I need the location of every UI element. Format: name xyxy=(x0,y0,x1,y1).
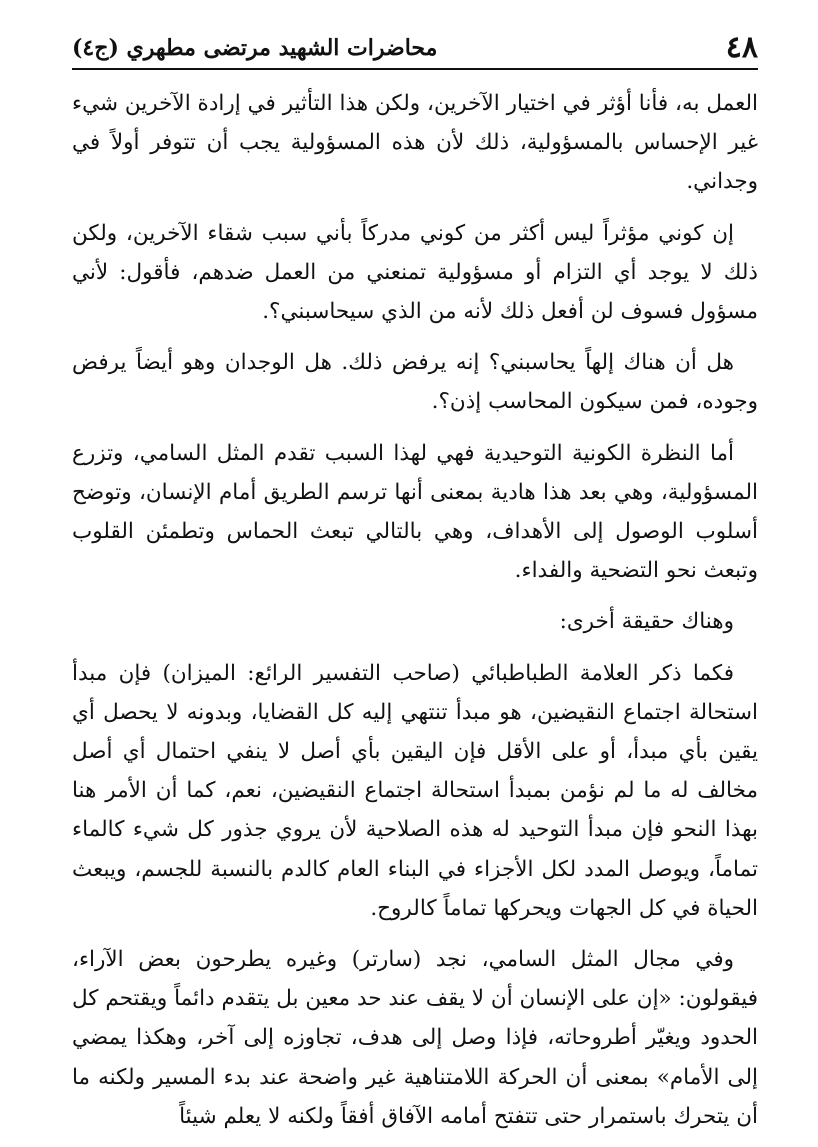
page-number: ٤٨ xyxy=(725,30,758,65)
paragraph: هل أن هناك إلهاً يحاسبني؟ إنه يرفض ذلك. هل الوجدان وهو أيضاً يرفض وجوده، فمن سيكون المحاسب إذن؟. xyxy=(72,350,758,415)
paragraph: إن كوني مؤثراً ليس أكثر من كوني مدركاً بأني سبب شقاء الآخرين، ولكن ذلك لا يوجد أي التزام أو مسؤولية تمنعني من العمل ضدهم، فأقول: لأني مسؤول فسوف لن أفعل ذلك لأنه من الذي سيحاسبني؟. xyxy=(72,220,758,325)
paragraph: فكما ذكر العلامة الطباطبائي (صاحب التفسير الرائع: الميزان) فإن مبدأ استحالة اجتماع النقيضين، هو مبدأ تنتهي إليه كل القضايا، وبدونه لا يحصل أي يقين بأي مبدأ، أو على الأقل فإن اليقين بأي أصل لا ينفي احتمال أي أصل مخالف له ما لم نؤمن بمبدأ استحالة اجتماع النقيضين، نعم، كما أن الأمر هنا بهذا النحو فإن مبدأ التوحيد له هذه الصلاحية لأن يروي جذور كل شيء كالماء تماماً، ويوصل المدد لكل الأجزاء في البناء العام كالدم بالنسبة للجسم، ويبعث الحياة في كل الجهات ويحركها تماماً كالروح. xyxy=(72,660,758,921)
page-header xyxy=(72,22,758,70)
paragraph: أما النظرة الكونية التوحيدية فهي لهذا السبب تقدم المثل السامي، وتزرع المسؤولية، وهي بعد هذا هادية بمعنى أنها ترسم الطريق أمام الإنسان، وتوضح أسلوب الوصول إلى الأهداف، وهي بالتالي تبعث الحماس وتطمئن القلوب وتبعث نحو التضحية والفداء. xyxy=(72,440,758,584)
paragraph: العمل به، فأنا أؤثر في اختيار الآخرين، ولكن هذا التأثير في إرادة الآخرين شيء غير الإحساس بالمسؤولية، ذلك لأن هذه المسؤولية يجب أن تتوفر أولاً في وجداني. xyxy=(72,91,758,195)
paragraph: وفي مجال المثل السامي، نجد (سارتر) وغيره يطرحون بعض الآراء، فيقولون: «إن على الإنسان أن لا يقف عند حد معين بل يتقدم دائماً ويقتحم كل الحدود ويغيّر أطروحاته، فإذا وصل إلى هدف، تجاوزه إلى آخر، وهكذا يمضي إلى الأمام» بمعنى أن الحركة اللامتناهية غير واضحة عند بدء المسير ولكنه ما أن يتحرك باستمرار حتى تتفتح أمامه الآفاق أفقاً ولكنه لا يعلم شيئاً xyxy=(72,947,758,1129)
running-title: محاضرات الشهيد مرتضى مطهري (ج٤) xyxy=(72,35,438,61)
paragraph: وهناك حقيقة أخرى: xyxy=(559,609,734,635)
body-text xyxy=(72,84,758,1136)
book-page xyxy=(72,22,758,1132)
